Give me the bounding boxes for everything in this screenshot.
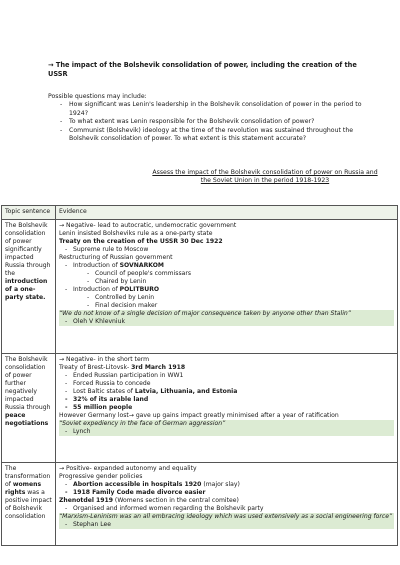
evidence-subpoint: - 55 million people [65,404,133,411]
assess-question: Assess the impact of the Bolshevik consolidation of power on Russia and the Soviet Union in the period 1918-1923 [152,169,378,185]
historian-quote: “We do not know of a single decision of major consequence taken by anyone other than Stalin” [59,310,394,318]
evidence-line: → Negative- lead to autocratic, undemocratic government [59,222,237,229]
question-text: To what extent was Lenin responsible for the Bolshevik consolidation of power? [69,118,315,126]
subpoint-text: 1918 Family Code made divorce easier [73,489,206,496]
source-name: Stephan Lee [73,521,112,528]
evidence-table [1,205,398,546]
subpoint-text: 55 million people [73,404,133,411]
evidence-cell [56,354,398,463]
subpoint-text: Forced Russia to concede [73,380,151,387]
evidence-text: Treaty of Brest-Litovsk- [59,364,132,371]
subpoint-text: Introduction of [73,262,120,269]
evidence-line: Treaty on the creation of the USSR 30 Dec 1922 [59,238,223,245]
source-name: Oleh V Khlevniuk [73,318,125,325]
evidence-subpoint: - Introduction of POLITBURO [65,286,160,293]
evidence-subpoint: - Organised and informed women regarding the Bolshevik party [65,505,264,512]
subpoint-bold-text: SOVNARKOM [119,262,164,269]
section-heading: → The impact of the Bolshevik consolidation of power, including the creation of the USSR [48,61,357,78]
topic-text: was a positive impact of Bolshevik consolidation [5,489,52,520]
evidence-paragraph: However Germany lost→ gave up gains impact greatly minimised after a year of ratification [59,412,339,419]
subsubpoint-text: Final decision maker [95,302,158,309]
subsubpoint-text: Controlled by Lenin [95,294,155,301]
evidence-line: Progressive gender policies [59,473,143,480]
topic-text: The transformation of [5,465,51,488]
question-item: - Communist (Bolshevik) ideology at the time of the revolution was sustained throughout the Bolshevik consolidation of power. To what extent is this statement accurate? [60,126,354,143]
subpoint-text: Ended Russian participation in WW1 [73,372,184,379]
evidence-line [59,364,394,372]
question-item: - How significant was Lenin's leadership in the Bolshevik consolidation of power in the period to 1924? [60,101,362,117]
evidence-line [59,497,394,505]
subsubpoint-text: Chaired by Lenin [95,278,147,285]
historian-quote: “Soviet expediency in the face of German aggression” [59,420,394,428]
evidence-subpoint: - Abortion accessible in hospitals 1920 (major slay) [65,481,240,488]
evidence-text: (Womens section in the central comitee) [113,497,239,504]
topic-key-phrase: peace negotiations [5,412,49,427]
evidence-subpoint: - 1918 Family Code made divorce easier [65,489,206,496]
header-topic-sentence: Topic sentence [2,206,56,220]
table-header-row [2,206,398,220]
evidence-subpoint: - Ended Russian participation in WW1 [65,372,184,379]
evidence-subsubpoint: - Chaired by Lenin [87,278,147,285]
evidence-line: → Negative- in the short term [59,356,150,363]
evidence-subsubpoint: - Council of people's commissars [87,270,192,277]
subpoint-bold-text: Abortion accessible in hospitals 1920 [73,481,202,488]
evidence-line: Restructuring of Russian government [59,254,173,261]
table-row [2,354,398,463]
evidence-subsubpoint: - Controlled by Lenin [87,294,155,301]
evidence-subpoint: - Forced Russia to concede [65,380,151,387]
quote-source: - Lynch [59,428,394,436]
topic-text: The Bolshevik consolidation of power further negatively impacted Russia through [5,356,51,411]
evidence-subpoint: - 32% of its arable land [65,396,149,403]
topic-key-phrase: womens rights [5,481,42,496]
subpoint-text: 32% of its arable land [73,396,149,403]
subpoint-text: Supreme rule to Moscow [73,246,149,253]
table-row [2,463,398,546]
topic-text: The Bolshevik consolidation of power significantly impacted Russia through the [5,222,51,277]
subpoint-text: Introduction of [73,286,120,293]
subpoint-bold-text: Latvia, Lithuania, and Estonia [134,388,238,395]
subpoint-text: Lost Baltic states of [73,388,135,395]
subsubpoint-text: Council of people's commissars [95,270,192,277]
topic-key-phrase: introduction of a one-party state. [5,278,48,301]
question-item: - To what extent was Lenin responsible for the Bolshevik consolidation of power? [60,118,315,126]
evidence-bold-text: 3rd March 1918 [131,364,186,371]
questions-lead: Possible questions may include: [48,93,147,100]
quote-source: - Stephan Lee [59,521,394,529]
evidence-subpoint: - Introduction of SOVNARKOM [65,262,164,269]
evidence-line: → Positive- expanded autonomy and equality [59,465,197,472]
quote-source: - Oleh V Khlevniuk [59,318,394,326]
evidence-cell [56,220,398,354]
evidence-bold-text: Zhenotdel 1919 [59,497,113,504]
source-name: Lynch [73,428,91,435]
historian-quote: “Marxism-Leninism was an all embracing ideology which was used extensively as a social engineering force” [59,513,393,520]
evidence-subpoint: - Supreme rule to Moscow [65,246,149,253]
evidence-subpoint: - Lost Baltic states of Latvia, Lithuania, and Estonia [65,388,238,395]
table-row [2,220,398,354]
topic-sentence-cell [2,463,56,546]
topic-sentence-cell [2,220,56,354]
topic-sentence-cell [2,354,56,463]
evidence-subsubpoint: - Final decision maker [87,302,158,309]
possible-questions [48,93,368,143]
subpoint-bold-text: POLITBURO [119,286,160,293]
subpoint-text: (major slay) [201,481,240,488]
subpoint-text: Organised and informed women regarding the Bolshevik party [73,505,264,512]
evidence-line: Lenin insisted Bolsheviks rule as a one-party state [59,230,213,237]
questions-list [48,101,368,143]
question-text: Communist (Bolshevik) ideology at the time of the revolution was sustained throughout the Bolshevik consolidation of power. To what extent is this statement accurate? [69,126,354,143]
evidence-cell [56,463,398,546]
question-text: How significant was Lenin's leadership in the Bolshevik consolidation of power in the period to 1924? [69,101,362,117]
header-evidence: Evidence [56,206,398,220]
